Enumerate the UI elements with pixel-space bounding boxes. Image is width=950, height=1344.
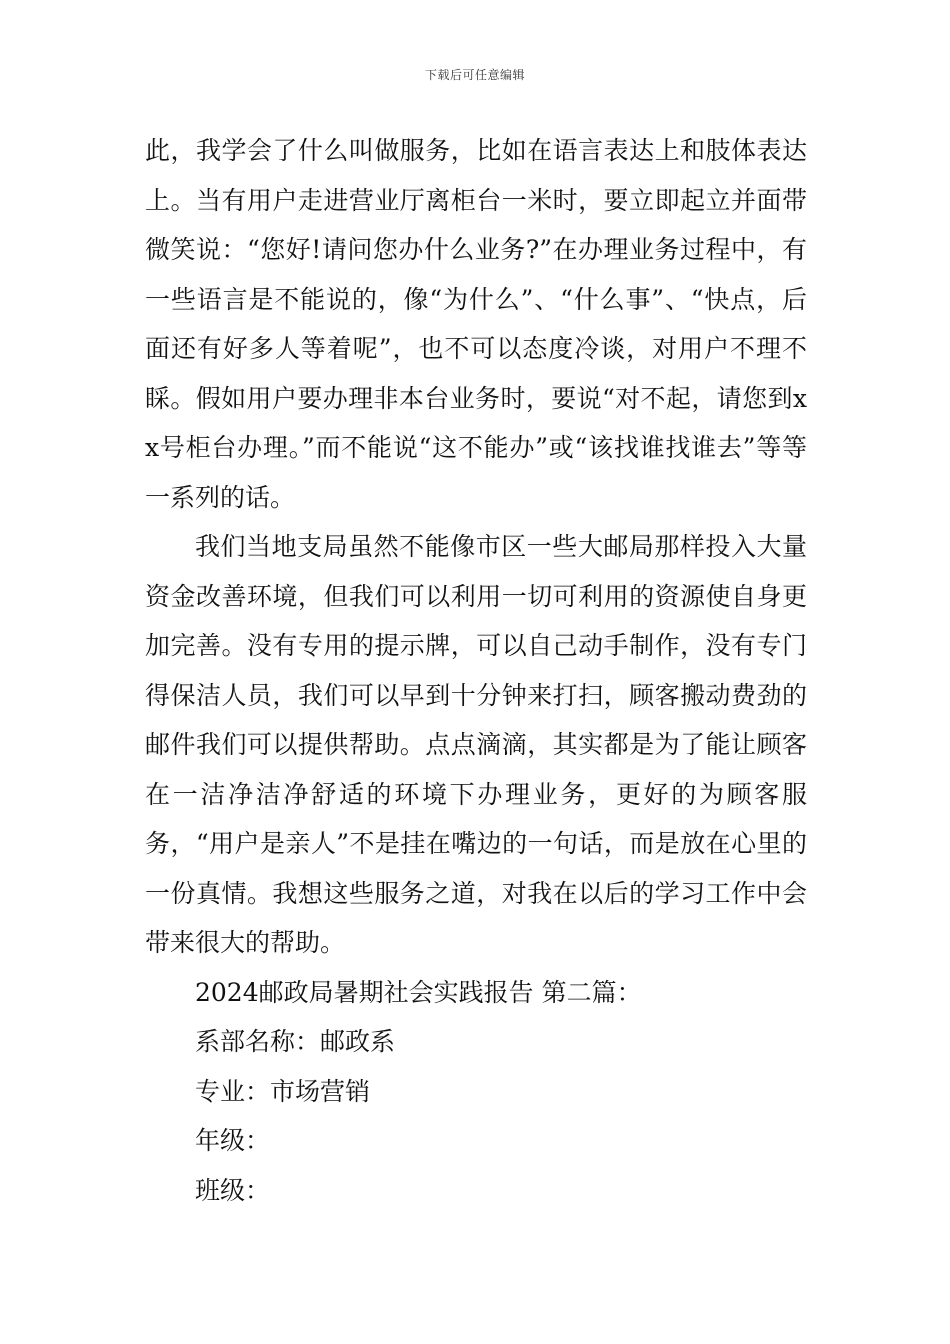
field-class: 班级： bbox=[195, 1175, 271, 1205]
section-title: 2024邮政局暑期社会实践报告 第二篇： bbox=[195, 977, 642, 1007]
document-body bbox=[145, 126, 807, 1215]
field-major: 专业：市场营销 bbox=[195, 1076, 371, 1106]
paragraph-service-etiquette: 此，我学会了什么叫做服务，比如在语言表达上和肢体表达上。当有用户走进营业厅离柜台一米时，要立即起立并面带微笑说：“您好!请问您办什么业务?”在办理业务过程中，有一些语言是不能说的，像“为什么”、“什么事”、“快点，后面还有好多人等着呢”，也不可以态度冷谈，对用户不理不睬。假如用户要办理非本台业务时，要说“对不起，请您到xx号柜台办理。”而不能说“这不能办”或“该找谁找谁去”等等一系列的话。 bbox=[145, 136, 807, 512]
page-header: 下载后可任意编辑 bbox=[424, 68, 525, 82]
field-grade: 年级： bbox=[195, 1126, 271, 1155]
paragraph-branch-improvement: 我们当地支局虽然不能像市区一些大邮局那样投入大量资金改善环境，但我们可以利用一切可利用的资源使自身更加完善。没有专用的提示牌，可以自己动手制作，没有专门得保洁人员，我们可以早到十分钟来打扫，顾客搬动费劲的邮件我们可以提供帮助。点点滴滴，其实都是为了能让顾客在一洁净洁净舒适的环境下办理业务，更好的为顾客服务，“用户是亲人”不是挂在嘴边的一句话，而是放在心里的一份真情。我想这些服务之道，对我在以后的学习工作中会带来很大的帮助。 bbox=[145, 532, 807, 957]
field-department: 系部名称：邮政系 bbox=[195, 1027, 396, 1056]
